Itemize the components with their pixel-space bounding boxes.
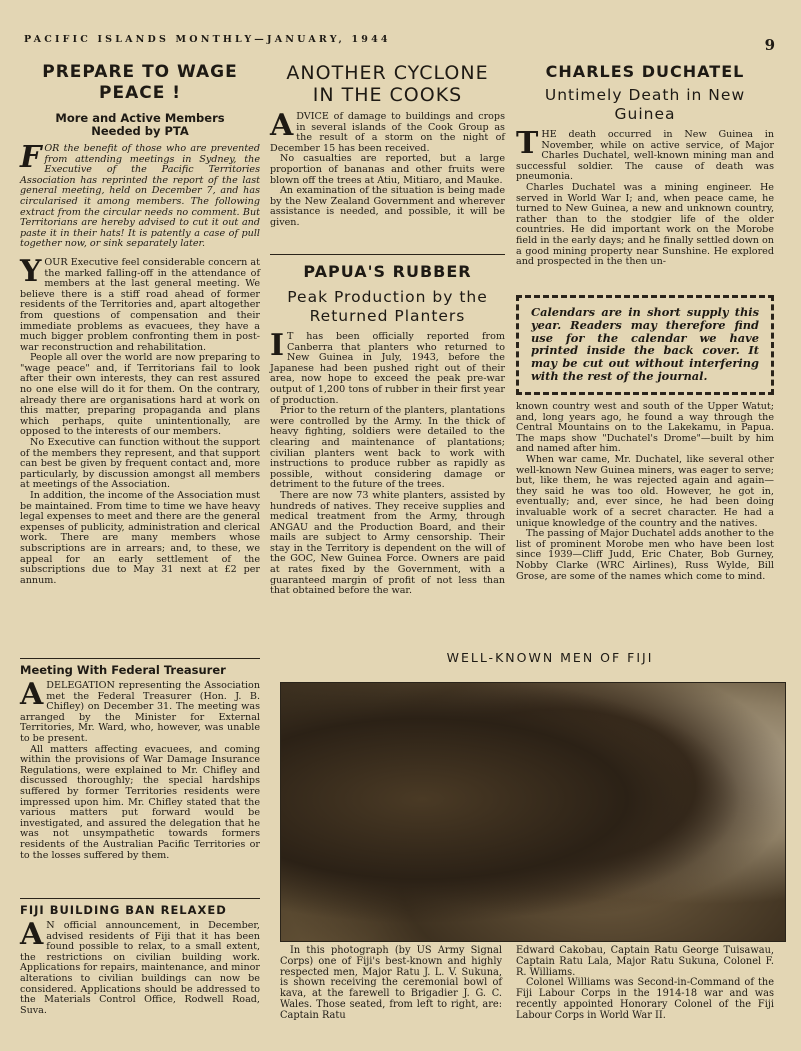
divider [270,254,505,255]
duchatel-paragraph: Charles Duchatel was a mining engineer. He served in World War I; and, when peace came, he turned to New Guinea, a new and unknown country, rather than to the stodgier life of the older countries. He did important work on the Morobe field in the early days; and he finally settled down on a good mining property near Sunshine. He explored and prospected in the then un- [516,181,774,268]
rubber-article [270,262,505,597]
wage-peace-paragraph: No Executive can function without the support of the members they represent, and that support can best be given by frequent contact and, more particularly, by discussion amongst all members at meetings of the Association. [20,437,260,491]
dropcap: Y [20,253,42,289]
caption-paragraph: Colonel Williams was Second-in-Command of the Fiji Labour Corps in the 1914-18 war and was recently appointed Honorary Colonel of the Fiji Labour Corps in World War II. [516,977,774,1021]
cyclone-article [270,62,505,229]
wage-peace-subtitle: More and Active Members Needed by PTA [55,111,225,138]
wage-peace-intro: FOR the benefit of those who are prevented from attending meetings in Sydney, the Executive of the Pacific Territories Association has reprinted the report of the last general meeting, held on December 7, and has circularised it among members. The following extract from the circular needs no comment. But Territorians are hereby advised to cut it out and paste it in their hats! It is patently a case of pull together now, or sink separately later. [20,140,260,250]
wage-peace-title: PREPARE TO WAGE PEACE ! [42,62,238,103]
duchatel-subtitle: Untimely Death in New Guinea [544,86,746,123]
treasurer-article [20,664,260,861]
duchatel-article [516,62,774,268]
dropcap: A [270,108,294,143]
dropcap: F [20,140,42,175]
calendar-notice: Calendars are in short supply this year. Readers may therefore find use for the calendar we have printed inside the back cover. It may be cut out without interfering with the rest of the journal. [516,295,774,395]
treasurer-title: Meeting With Federal Treasurer [20,663,226,677]
duchatel-paragraph: known country west and south of the Upper Watut; and, long years ago, he found a way through the Central Mountains on to the Lakekamu, in Papua. The maps show "Duchatel's Drome"—built by him and named after him. [516,401,774,455]
treasurer-paragraph: All matters affecting evacuees, and coming within the provisions of War Damage Insurance Regulations, were explained to Mr. Chifley and discussed thoroughly; the special hardships suffered by former Territories residents were impressed upon him. Mr. Chifley stated that the various matters put forward would be investigated, and assured the delegation that he was not unsympathetic towards formers residents of the Australian Pacific Territories or to the losses suffered by them. [20,743,260,861]
caption-paragraph: In this photograph (by US Army Signal Corps) one of Fiji's best-known and highly respected men, Major Ratu J. L. V. Sukuna, is shown receiving the ceremonial bowl of kava, at the farewell to Brigadier J. G. C. Wales. Those seated, from left to right, are: Captain Ratu [280,945,502,1021]
fiji-men-title: WELL-KNOWN MEN OF FIJI [446,650,654,665]
caption-paragraph: Edward Cakobau, Captain Ratu George Tuisawau, Captain Ratu Lala, Major Ratu Sukuna, Colonel F. R. Williams. [516,945,774,978]
cyclone-paragraph: No casualties are reported, but a large proportion of bananas and other fruits were blown off the trees at Atiu, Mitiaro, and Mauke. [270,153,505,186]
wage-peace-article [20,62,260,586]
fiji-ban-article [20,904,260,1016]
divider [20,898,260,899]
rubber-title: PAPUA'S RUBBER [303,262,472,281]
rubber-subtitle: Peak Production by the Returned Planters [287,288,488,325]
duchatel-paragraph: THE death occurred in New Guinea in November, while on active service, of Major Charles Duchatel, well-known mining man and successful soldier. The cause of death was pneumonia. [516,126,774,183]
divider [20,658,260,659]
fiji-ban-title: FIJI BUILDING BAN RELAXED [20,903,227,917]
treasurer-paragraph: ADELEGATION representing the Association met the Federal Treasurer (Hon. J. B. Chifley) on December 31. The meeting was arranged by the Minister for External Territories, Mr. Ward, who, however, was unable to be present. [20,677,260,744]
rubber-paragraph: I T has been officially reported from Canberra that planters who returned to New Guinea in July, 1943, before the Japanese had been pushed right out of their area, now hope to exceed the peak pre-war output of 1,200 tons of rubber in their first year of production. [270,328,505,406]
fiji-ban-paragraph: A N official announcement, in December, advised residents of Fiji that it has been found possible to relax, to a small extent, the restrictions on civilian building work. Applications for repairs, maintenance, and minor alterations to civilian buildings can now be considered. Applications should be addressed to the Materials Control Office, Rodwell Road, Suva. [20,917,260,1016]
cyclone-title: ANOTHER CYCLONE IN THE COOKS [286,62,489,106]
duchatel-article-continued [516,402,774,582]
running-head: PACIFIC ISLANDS MONTHLY—JANUARY, 1944 [24,34,391,45]
rubber-paragraph: There are now 73 white planters, assisted by hundreds of natives. They receive supplies and medical treatment from the Army, through ANGAU and the Production Board, and their mails are subject to Army censorship. Their stay in the Territory is dependent on the will of the GOC, New Guinea Force. Owners are paid at rates fixed by the Government, with a guaranteed margin of profit of not less than that obtained before the war. [270,489,505,597]
dropcap: I [270,328,285,363]
duchatel-paragraph: The passing of Major Duchatel adds another to the list of prominent Morobe men who have been lost since 1939—Cliff Judd, Eric Chater, Bob Gurney, Nobby Clarke (WRC Airlines), Russ Wylde, Bill Grose, are some of the names which come to mind. [516,528,774,582]
fiji-men-photograph [280,682,786,942]
dropcap: A [20,917,44,952]
duchatel-title: CHARLES DUCHATEL [545,62,745,81]
fiji-men-caption-right [516,946,774,1022]
wage-peace-paragraph: YOUR Executive feel considerable concern at the marked falling-off in the attendance of members at the last general meeting. We believe there is a stiff road ahead of former residents of the Territories and, apart altogether from questions of compensation and their immediate problems as evacuees, they have a much bigger problem confronting them in post-war reconstruction and rehabilitation. [20,253,260,353]
cyclone-paragraph: ADVICE of damage to buildings and crops in several islands of the Cook Group as the result of a storm on the night of December 15 has been received. [270,108,505,154]
cyclone-paragraph: An examination of the situation is being made by the New Zealand Government and wherever assistance is needed, and possible, it will be given. [270,185,505,228]
fiji-men-caption-left [280,946,502,1022]
dropcap: A [20,677,44,712]
wage-peace-paragraph: In addition, the income of the Association must be maintained. From time to time we have heavy legal expenses to meet and there are the general expenses of publicity, administration and clerical work. There are many members whose subscriptions are in arrears; and, to these, we appeal for an early settlement of the subscriptions due to May 31 next at £2 per annum. [20,490,260,586]
duchatel-paragraph: When war came, Mr. Duchatel, like several other well-known New Guinea miners, was eager to serve; but, like them, he was rejected again and again—they said he was too old. However, he got in, eventually; and, ever since, he had been doing invaluable work of a secret character. He had a unique knowledge of the country and the natives. [516,453,774,529]
dropcap: T [516,126,539,161]
page-number: 9 [764,36,775,54]
wage-peace-paragraph: People all over the world are now preparing to "wage peace" and, if Territorians fail to look after their own interests, they can rest assured no one else will do it for them. On the contrary, already there are organisations hard at work on this matter, preparing propaganda and plans which perhaps, quite unintentionally, are opposed to the interests of our members. [20,352,260,438]
rubber-paragraph: Prior to the return of the planters, plantations were controlled by the Army. In the thick of heavy fighting, soldiers were detailed to the clearing and maintenance of plantations; civilian planters went back to work with instructions to produce rubber as rapidly as possible, without considering damage or detriment to the future of the trees. [270,405,505,491]
